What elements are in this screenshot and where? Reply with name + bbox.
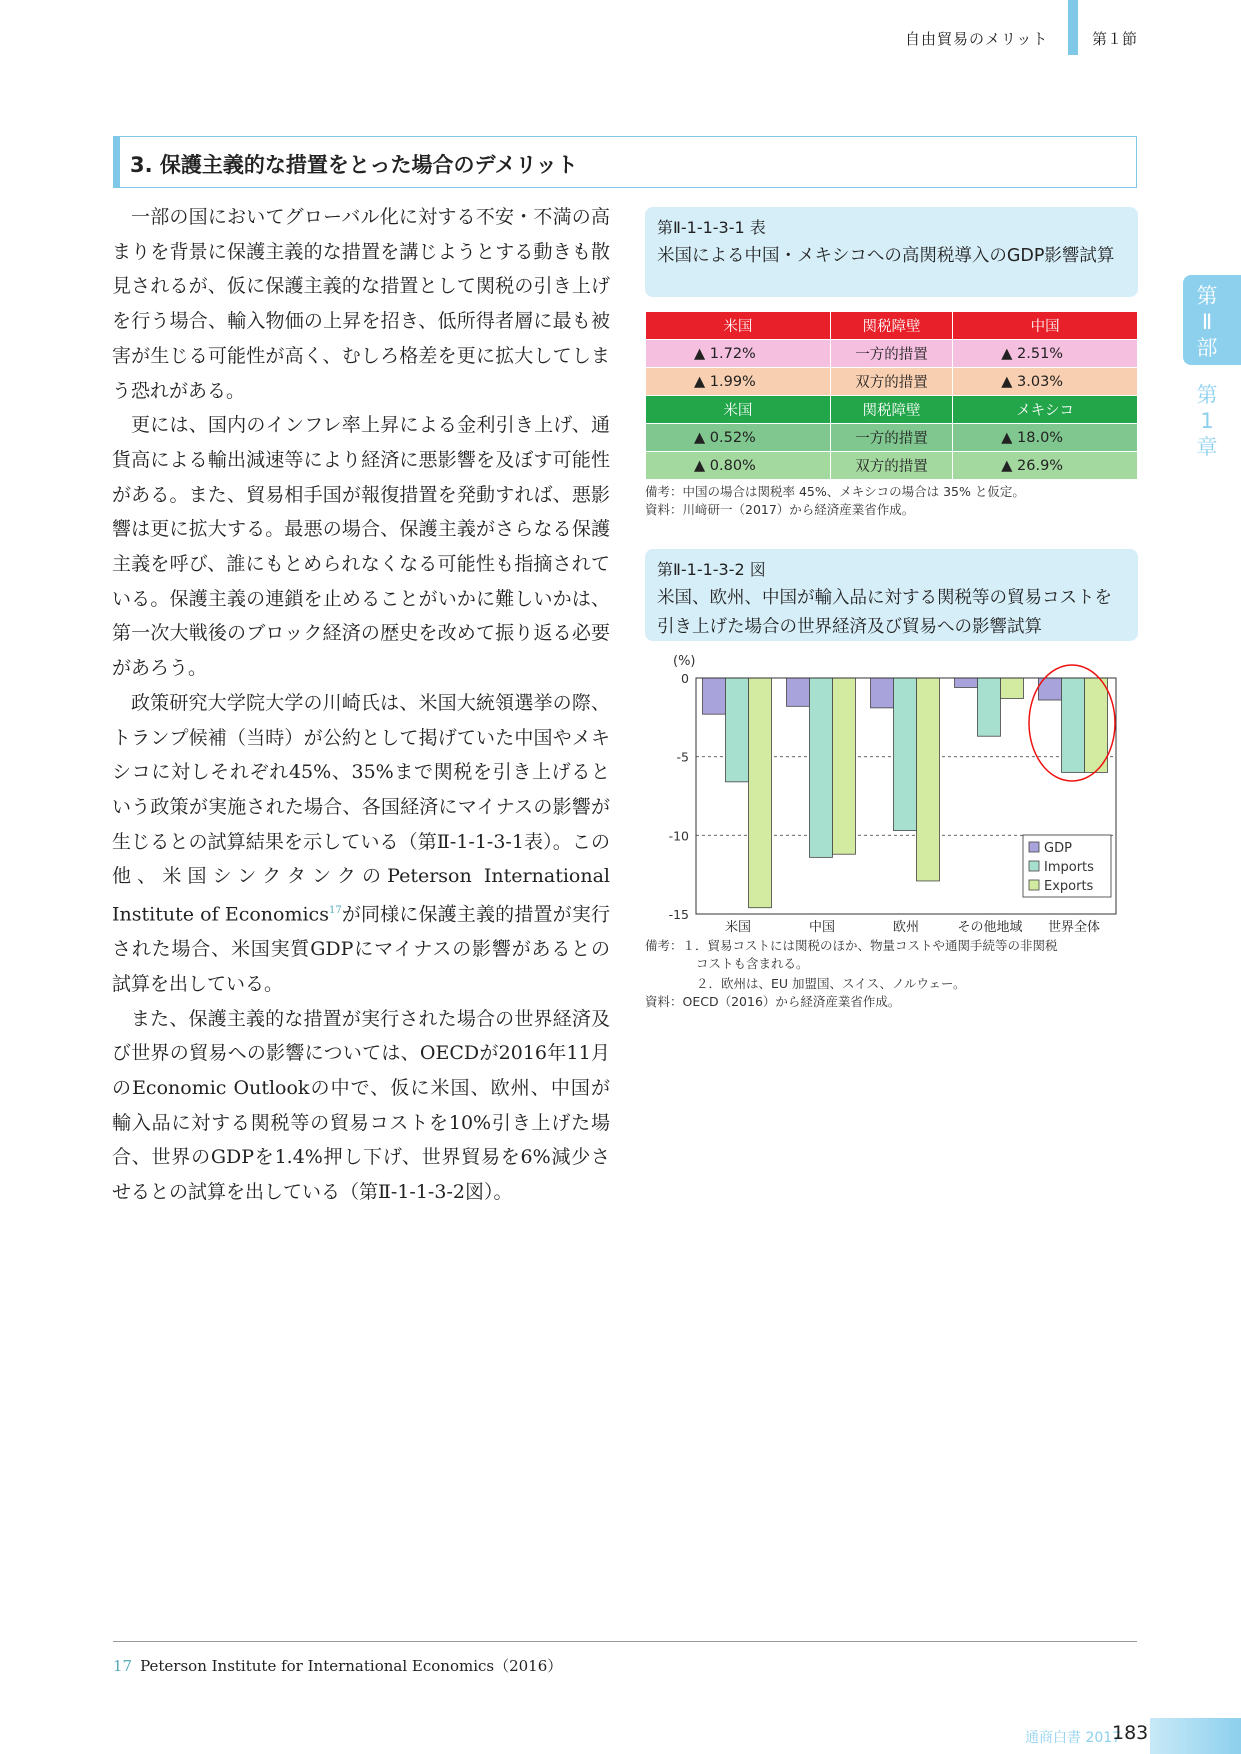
bar-gdp <box>871 678 894 708</box>
table-header-cell: 関税障壁 <box>830 396 953 424</box>
footnote <box>113 1655 562 1676</box>
figure-note: 備考：１．貿易コストには関税のほか、物量コストや通関手続等の非関税 <box>645 938 1058 953</box>
bar-imports <box>810 678 833 857</box>
figure-number: 第Ⅱ-1-1-3-2 図 <box>657 560 766 579</box>
paragraph <box>112 686 610 1002</box>
running-title: 自由貿易のメリット <box>905 30 1049 48</box>
x-category-label: 中国 <box>808 920 836 935</box>
table-row <box>646 424 1138 452</box>
table-row <box>646 340 1138 368</box>
y-tick-label: -15 <box>668 907 689 922</box>
bar-imports <box>1062 678 1085 772</box>
header-accent-bar <box>1068 0 1078 55</box>
legend-label: Exports <box>1044 879 1094 894</box>
table-cell: ▲ 18.0% <box>953 424 1138 452</box>
table-cell: ▲ 0.80% <box>646 452 831 480</box>
table-cell: ▲ 26.9% <box>953 452 1138 480</box>
legend-label: GDP <box>1044 841 1072 856</box>
side-chap-char: 章 <box>1196 435 1218 459</box>
table-header-cell: 米国 <box>646 396 831 424</box>
paragraph: また、保護主義的な措置が実行された場合の世界経済及び世界の貿易への影響については、OECDが2016年11月のEconomic Outlookの中で、仮に米国、欧州、中国が輸入品に対する関税等の貿易コストを10%引き上げた場合、世界のGDPを1.4%押し下げ、世界貿易を6%減少させるとの試算を出している（第Ⅱ-1-1-3-2図）。 <box>112 1007 610 1204</box>
table-header-row <box>646 396 1138 424</box>
table-cell: ▲ 3.03% <box>953 368 1138 396</box>
book-title: 通商白書 2017 <box>1025 1730 1122 1746</box>
paragraph: 一部の国においてグローバル化に対する不安・不満の高まりを背景に保護主義的な措置を講じようとする動きも散見されるが、仮に保護主義的な措置として関税の引き上げを行う場合、輸入物価の上昇を招き、低所得者層に最も被害が生じる可能性が高く、むしろ格差を更に拡大してしまう恐れがある。 <box>112 206 610 402</box>
table-header-cell: 中国 <box>953 312 1138 340</box>
gdp-impact-table <box>645 311 1138 480</box>
side-chap-char: 1 <box>1200 409 1214 433</box>
section-heading-marker <box>113 136 120 188</box>
figure-note: コストも含まれる。 <box>696 956 809 971</box>
bar-exports <box>1085 678 1108 772</box>
y-tick-label: -5 <box>676 749 689 765</box>
bar-exports <box>917 678 940 881</box>
y-tick-label: -10 <box>668 828 689 844</box>
table-number: 第Ⅱ-1-1-3-1 表 <box>657 218 766 237</box>
section-label: 第１節 <box>1092 30 1138 48</box>
body-text <box>112 200 610 1210</box>
table-cell: 双方的措置 <box>830 452 953 480</box>
bar-imports <box>978 678 1001 736</box>
bar-imports <box>894 678 917 831</box>
table-row <box>646 368 1138 396</box>
legend-swatch-imports <box>1029 861 1039 871</box>
table-header-row <box>646 312 1138 340</box>
table-cell: ▲ 1.72% <box>646 340 831 368</box>
bar-exports <box>833 678 856 854</box>
table-cell: 双方的措置 <box>830 368 953 396</box>
side-chap-char: 第 <box>1196 383 1218 407</box>
x-category-label: その他地域 <box>957 920 1023 935</box>
table-header-cell: 米国 <box>646 312 831 340</box>
y-unit-label: (%) <box>673 654 696 669</box>
side-tab-part <box>1183 283 1231 361</box>
table-cell: 一方的措置 <box>830 424 953 452</box>
figure-note: ２．欧州は、EU 加盟国、スイス、ノルウェー。 <box>696 976 966 991</box>
legend-swatch-exports <box>1029 880 1039 890</box>
page-number: 183 <box>1112 1722 1149 1744</box>
table-caption <box>645 207 1138 297</box>
footer-accent-bar <box>1150 1718 1241 1754</box>
x-category-label: 米国 <box>724 920 752 935</box>
table-header-cell: 関税障壁 <box>830 312 953 340</box>
x-category-label: 欧州 <box>892 920 920 935</box>
paragraph-text: が同様に保護主義的措置が実行された場合、米国実質GDPにマイナスの影響があるとの試算を出している。 <box>112 903 610 995</box>
footnote-divider <box>113 1641 1137 1642</box>
bar-gdp <box>787 678 810 706</box>
side-part-char: Ⅱ <box>1201 310 1213 334</box>
bar-imports <box>726 678 749 782</box>
table-cell: ▲ 2.51% <box>953 340 1138 368</box>
figure-caption <box>645 549 1138 641</box>
table-row <box>646 452 1138 480</box>
figure-title: 米国、欧州、中国が輸入品に対する関税等の貿易コストを引き上げた場合の世界経済及び貿易への影響試算 <box>657 588 1112 637</box>
bar-gdp <box>955 678 978 687</box>
paragraph-text: 政策研究大学院大学の川崎氏は、米国大統領選挙の際、トランプ候補（当時）が公約として掲げていた中国やメキシコに対しそれぞれ45%、35%まで関税を引き上げるという政策が実施された場合、各国経済にマイナスの影響が生じるとの試算結果を示している（第Ⅱ-1-1-3-1表）。この他、米国シンクタンクのPeterson International Institute of Economics <box>112 691 610 926</box>
footnote-ref[interactable]: 17 <box>328 905 342 917</box>
footnote-number: 17 <box>113 1657 133 1675</box>
side-part-char: 部 <box>1196 336 1218 360</box>
side-tab-chapter <box>1183 382 1231 460</box>
table-cell: ▲ 0.52% <box>646 424 831 452</box>
side-part-char: 第 <box>1196 284 1218 308</box>
legend-swatch-gdp <box>1029 842 1039 852</box>
y-tick-label: 0 <box>681 671 689 686</box>
section-title: 3. 保護主義的な措置をとった場合のデメリット <box>130 153 578 177</box>
table-cell: 一方的措置 <box>830 340 953 368</box>
figure-source: 資料：OECD（2016）から経済産業省作成。 <box>645 994 901 1009</box>
table-source: 資料：川﨑研一（2017）から経済産業省作成。 <box>645 502 915 517</box>
table-title: 米国による中国・メキシコへの高関税導入のGDP影響試算 <box>657 246 1115 266</box>
paragraph: 更には、国内のインフレ率上昇による金利引き上げ、通貨高による輸出減速等により経済に悪影響を及ぼす可能性がある。また、貿易相手国が報復措置を発動すれば、悪影響は更に拡大する。最悪の場合、保護主義がさらなる保護主義を呼び、誰にもとめられなくなる可能性も指摘されている。保護主義の連鎖を止めることがいかに難しいかは、第一次大戦後のブロック経済の歴史を改めて振り返る必要があろう。 <box>112 414 610 680</box>
table-header-cell: メキシコ <box>953 396 1138 424</box>
bar-gdp <box>703 678 726 714</box>
legend-label: Imports <box>1044 860 1094 875</box>
x-category-label: 世界全体 <box>1047 920 1101 935</box>
table-cell: ▲ 1.99% <box>646 368 831 396</box>
trade-impact-chart <box>645 650 1138 935</box>
table-note: 備考：中国の場合は関税率 45%、メキシコの場合は 35% と仮定。 <box>645 484 1025 499</box>
bar-exports <box>1001 678 1024 698</box>
bar-exports <box>749 678 772 908</box>
footnote-text: Peterson Institute for International Economics（2016） <box>140 1657 563 1675</box>
